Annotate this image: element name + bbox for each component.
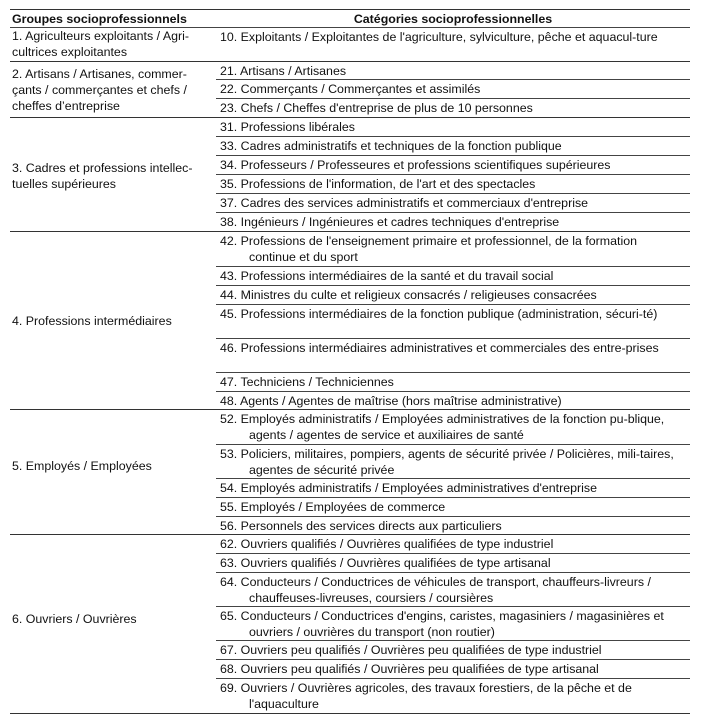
category-row	[216, 213, 690, 232]
header-groups: Groupes socioprofessionnels	[12, 12, 187, 26]
category-label: 56. Personnels des services directs aux particuliers	[220, 519, 502, 533]
category-label: 65. Conducteurs / Conductrices d'engins, caristes, magasiniers / magasinières et ouvriers / ouvrières du transport (non routier)	[220, 609, 664, 639]
category-row	[216, 498, 690, 517]
category-label: 46. Professions intermédiaires administratives et commerciales des entre-prises	[220, 341, 659, 355]
category-row	[216, 62, 690, 80]
category-row	[216, 175, 690, 194]
table-header	[10, 9, 690, 28]
category-row	[216, 607, 690, 641]
category-row	[216, 392, 690, 410]
group-row	[10, 28, 690, 62]
category-label: 69. Ouvriers / Ouvrières agricoles, des travaux forestiers, de la pêche et de l'aquaculture	[220, 681, 632, 711]
category-row	[216, 137, 690, 156]
category-label: 42. Professions de l'enseignement primaire et professionnel, de la formation continue et du sport	[220, 234, 637, 264]
category-label: 10. Exploitants / Exploitantes de l'agriculture, sylviculture, pêche et aquacul-ture	[220, 30, 658, 44]
category-row	[216, 479, 690, 498]
category-row	[216, 641, 690, 660]
category-row	[216, 373, 690, 392]
category-label: 35. Professions de l'information, de l'art et des spectacles	[220, 177, 536, 191]
category-label: 62. Ouvriers qualifiés / Ouvrières qualifiées de type industriel	[220, 537, 554, 551]
group-label: 3. Cadres et professions intellec- tuelles supérieures	[12, 161, 193, 191]
category-label: 38. Ingénieurs / Ingénieures et cadres techniques d'entreprise	[220, 215, 560, 229]
category-row	[216, 445, 690, 479]
category-row	[216, 410, 690, 445]
category-row	[216, 573, 690, 607]
category-label: 54. Employés administratifs / Employées administratives d'entreprise	[220, 481, 597, 495]
category-label: 43. Professions intermédiaires de la santé et du travail social	[220, 269, 554, 283]
category-label: 22. Commerçants / Commerçantes et assimilés	[220, 82, 481, 96]
category-row	[216, 194, 690, 213]
category-row	[216, 118, 690, 137]
category-row	[216, 80, 690, 99]
category-label: 63. Ouvriers qualifiés / Ouvrières qualifiées de type artisanal	[220, 556, 551, 570]
category-row	[216, 305, 690, 339]
category-row	[216, 232, 690, 267]
category-row	[216, 267, 690, 286]
header-categories: Catégories socioprofessionnelles	[353, 12, 553, 26]
category-row	[216, 286, 690, 305]
category-label: 64. Conducteurs / Conductrices de véhicules de transport, chauffeurs-livreurs / chauffeuses-livreuses, coursiers / coursières	[220, 575, 651, 605]
category-label: 68. Ouvriers peu qualifiés / Ouvrières peu qualifiées de type artisanal	[220, 662, 599, 676]
group-label: 2. Artisans / Artisanes, commer- çants / commerçantes et chefs / cheffes d’entreprise	[12, 67, 187, 113]
group-row	[10, 62, 690, 118]
category-row	[216, 156, 690, 175]
category-row	[216, 28, 690, 62]
category-label: 34. Professeurs / Professeures et professions scientifiques supérieures	[220, 158, 611, 172]
category-label: 52. Employés administratifs / Employées administratives de la fonction pu-blique, agents / agentes de service et auxiliaires de santé	[220, 412, 665, 442]
category-label: 45. Professions intermédiaires de la fonction publique (administration, sécuri-té)	[220, 307, 658, 321]
category-label: 31. Professions libérales	[220, 120, 355, 134]
category-label: 37. Cadres des services administratifs et commerciaux d'entreprise	[220, 196, 589, 210]
category-label: 48. Agents / Agentes de maîtrise (hors maîtrise administrative)	[220, 394, 562, 408]
category-row	[216, 679, 690, 714]
group-label: 5. Employés / Employées	[12, 459, 152, 473]
category-label: 67. Ouvriers peu qualifiés / Ouvrières peu qualifiées de type industriel	[220, 643, 602, 657]
category-label: 55. Employés / Employées de commerce	[220, 500, 446, 514]
category-row	[216, 339, 690, 373]
group-row	[10, 535, 690, 714]
category-label: 47. Techniciens / Techniciennes	[220, 375, 394, 389]
group-row	[10, 232, 690, 410]
group-label: 4. Professions intermédiaires	[12, 314, 172, 328]
category-row	[216, 554, 690, 573]
category-row	[216, 517, 690, 535]
category-row	[216, 660, 690, 679]
category-row	[216, 535, 690, 554]
category-label: 33. Cadres administratifs et techniques de la fonction publique	[220, 139, 562, 153]
category-label: 44. Ministres du culte et religieux consacrés / religieuses consacrées	[220, 288, 597, 302]
group-row	[10, 118, 690, 232]
group-label: 1. Agriculteurs exploitants / Agri- cultrices exploitantes	[12, 29, 189, 59]
category-label: 23. Chefs / Cheffes d'entreprise de plus de 10 personnes	[220, 101, 533, 115]
group-row	[10, 410, 690, 535]
category-row	[216, 99, 690, 118]
category-label: 21. Artisans / Artisanes	[220, 64, 347, 78]
group-label: 6. Ouvriers / Ouvrières	[12, 612, 137, 626]
category-label: 53. Policiers, militaires, pompiers, agents de sécurité privée / Policières, mili-taires, agentes de sécurité privée	[220, 447, 674, 477]
